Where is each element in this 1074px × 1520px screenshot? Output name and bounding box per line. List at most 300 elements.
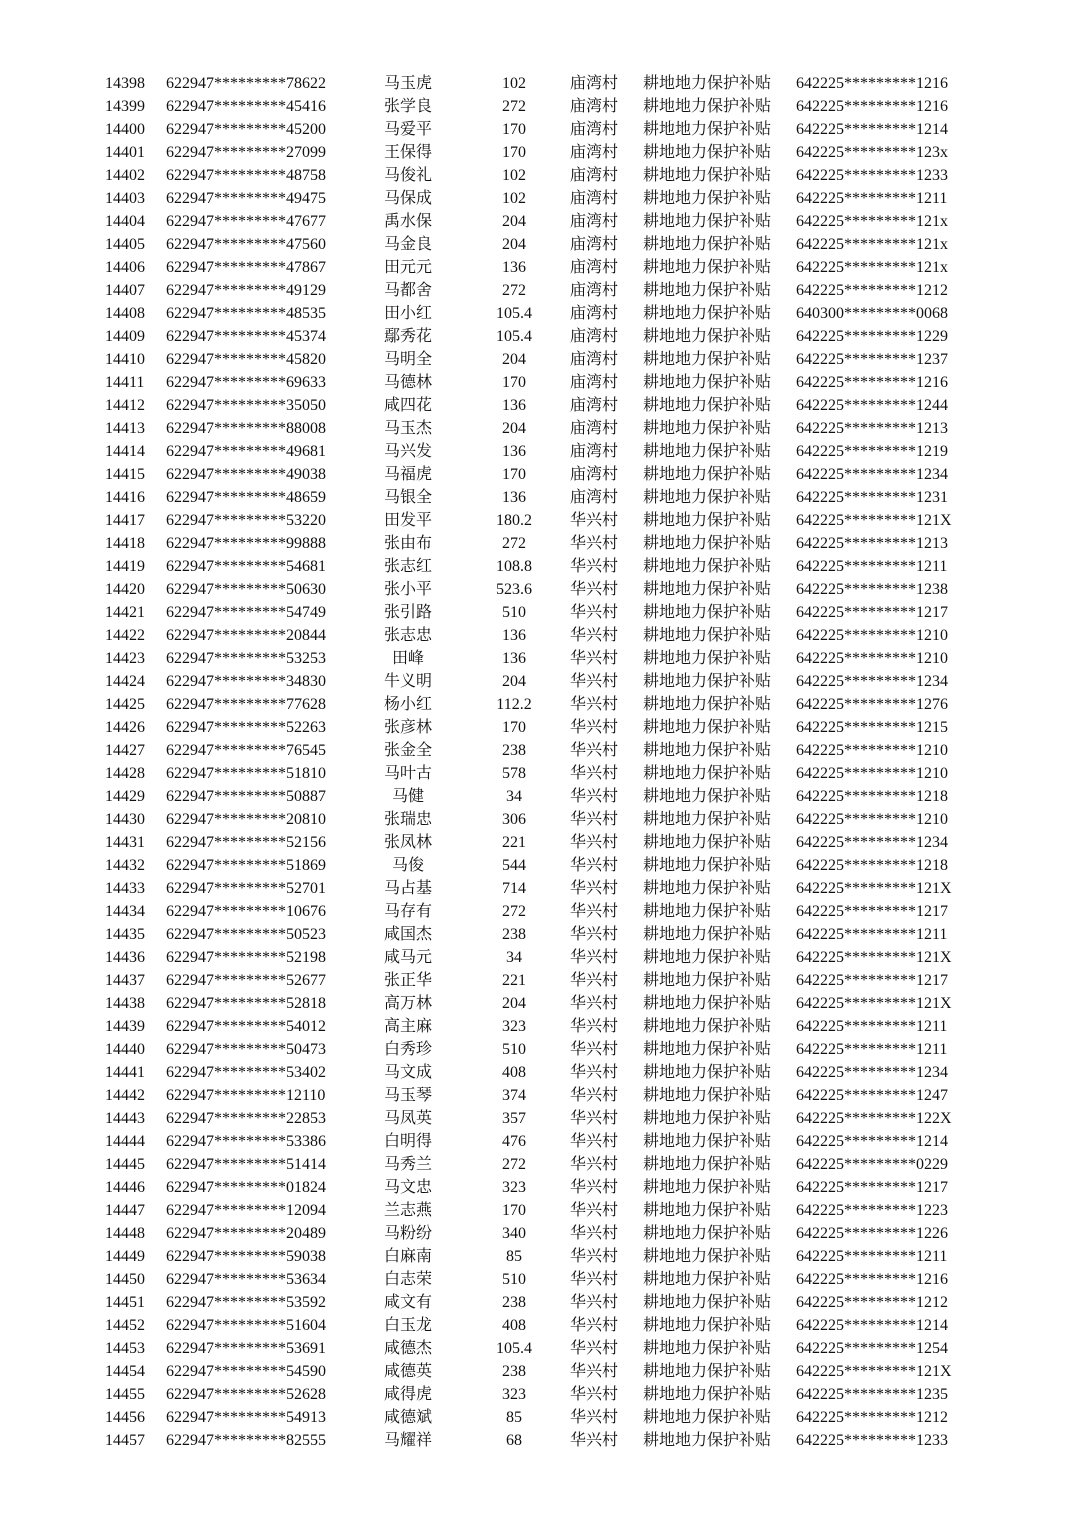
- cell-bank-account: 622947*********82555: [166, 1432, 326, 1449]
- cell-bank-account: 622947*********45820: [166, 351, 326, 368]
- cell-serial-number: 14447: [105, 1202, 145, 1219]
- table-row: [0, 72, 1074, 95]
- cell-serial-number: 14434: [105, 903, 145, 920]
- cell-subsidy-type: 耕地地力保护补贴: [643, 1110, 772, 1127]
- cell-amount: 374: [502, 1087, 526, 1104]
- cell-amount: 510: [502, 1041, 526, 1058]
- cell-amount: 476: [502, 1133, 526, 1150]
- cell-id-number: 642225*********1211: [796, 1041, 948, 1058]
- cell-name: 咸得虎: [383, 1386, 432, 1403]
- cell-village: 华兴村: [570, 880, 619, 897]
- cell-name: 白秀珍: [383, 1041, 432, 1058]
- cell-subsidy-type: 耕地地力保护补贴: [643, 857, 772, 874]
- cell-village: 华兴村: [570, 1156, 619, 1173]
- cell-amount: 238: [502, 926, 526, 943]
- cell-subsidy-type: 耕地地力保护补贴: [643, 719, 772, 736]
- table-row: [0, 1245, 1074, 1268]
- cell-village: 华兴村: [570, 1340, 619, 1357]
- cell-amount: 204: [502, 420, 526, 437]
- cell-amount: 221: [502, 972, 526, 989]
- cell-bank-account: 622947*********20489: [166, 1225, 326, 1242]
- cell-name: 马叶古: [383, 765, 432, 782]
- cell-id-number: 642225*********1214: [796, 121, 948, 138]
- cell-bank-account: 622947*********27099: [166, 144, 326, 161]
- cell-bank-account: 622947*********20844: [166, 627, 326, 644]
- cell-serial-number: 14439: [105, 1018, 145, 1035]
- cell-village: 庙湾村: [570, 75, 619, 92]
- cell-name: 马粉纷: [383, 1225, 432, 1242]
- cell-id-number: 642225*********1210: [796, 811, 948, 828]
- table-row: [0, 1038, 1074, 1061]
- cell-bank-account: 622947*********54681: [166, 558, 326, 575]
- cell-bank-account: 622947*********50630: [166, 581, 326, 598]
- cell-id-number: 642225*********121x: [796, 213, 948, 230]
- cell-subsidy-type: 耕地地力保护补贴: [643, 121, 772, 138]
- cell-village: 庙湾村: [570, 443, 619, 460]
- cell-subsidy-type: 耕地地力保护补贴: [643, 167, 772, 184]
- cell-name: 马秀兰: [383, 1156, 432, 1173]
- cell-village: 华兴村: [570, 1179, 619, 1196]
- cell-village: 华兴村: [570, 1248, 619, 1265]
- cell-name: 张志忠: [383, 627, 432, 644]
- cell-name: 白麻南: [383, 1248, 432, 1265]
- cell-amount: 272: [502, 903, 526, 920]
- cell-serial-number: 14433: [105, 880, 145, 897]
- cell-village: 华兴村: [570, 765, 619, 782]
- cell-village: 庙湾村: [570, 351, 619, 368]
- table-row: [0, 1360, 1074, 1383]
- cell-amount: 105.4: [496, 328, 532, 345]
- cell-serial-number: 14428: [105, 765, 145, 782]
- table-row: [0, 440, 1074, 463]
- cell-name: 马明全: [383, 351, 432, 368]
- cell-serial-number: 14445: [105, 1156, 145, 1173]
- cell-amount: 357: [502, 1110, 526, 1127]
- cell-bank-account: 622947*********53592: [166, 1294, 326, 1311]
- cell-amount: 112.2: [496, 696, 532, 713]
- cell-subsidy-type: 耕地地力保护补贴: [643, 788, 772, 805]
- cell-bank-account: 622947*********53220: [166, 512, 326, 529]
- cell-serial-number: 14435: [105, 926, 145, 943]
- cell-serial-number: 14420: [105, 581, 145, 598]
- cell-id-number: 642225*********1211: [796, 1248, 948, 1265]
- cell-subsidy-type: 耕地地力保护补贴: [643, 443, 772, 460]
- cell-name: 咸德斌: [383, 1409, 432, 1426]
- cell-id-number: 642225*********1216: [796, 98, 948, 115]
- cell-bank-account: 622947*********51810: [166, 765, 326, 782]
- cell-subsidy-type: 耕地地力保护补贴: [643, 420, 772, 437]
- cell-name: 张正华: [383, 972, 432, 989]
- cell-id-number: 642225*********1212: [796, 1409, 948, 1426]
- cell-amount: 323: [502, 1018, 526, 1035]
- cell-serial-number: 14423: [105, 650, 145, 667]
- table-row: [0, 693, 1074, 716]
- cell-id-number: 642225*********1217: [796, 903, 948, 920]
- cell-id-number: 642225*********1217: [796, 1179, 948, 1196]
- cell-id-number: 642225*********1211: [796, 558, 948, 575]
- cell-subsidy-type: 耕地地力保护补贴: [643, 627, 772, 644]
- cell-id-number: 642225*********1233: [796, 167, 948, 184]
- cell-amount: 136: [502, 443, 526, 460]
- cell-subsidy-type: 耕地地力保护补贴: [643, 834, 772, 851]
- cell-serial-number: 14456: [105, 1409, 145, 1426]
- cell-bank-account: 622947*********53691: [166, 1340, 326, 1357]
- cell-village: 华兴村: [570, 903, 619, 920]
- table-row: [0, 302, 1074, 325]
- cell-subsidy-type: 耕地地力保护补贴: [643, 190, 772, 207]
- table-row: [0, 1337, 1074, 1360]
- table-row: [0, 647, 1074, 670]
- table-row: [0, 95, 1074, 118]
- cell-id-number: 642225*********1235: [796, 1386, 948, 1403]
- cell-amount: 306: [502, 811, 526, 828]
- cell-bank-account: 622947*********53402: [166, 1064, 326, 1081]
- cell-bank-account: 622947*********51869: [166, 857, 326, 874]
- cell-subsidy-type: 耕地地力保护补贴: [643, 98, 772, 115]
- cell-subsidy-type: 耕地地力保护补贴: [643, 213, 772, 230]
- cell-serial-number: 14440: [105, 1041, 145, 1058]
- cell-name: 马健: [391, 788, 424, 805]
- cell-subsidy-type: 耕地地力保护补贴: [643, 282, 772, 299]
- cell-name: 马德林: [383, 374, 432, 391]
- table-row: [0, 1084, 1074, 1107]
- cell-bank-account: 622947*********76545: [166, 742, 326, 759]
- cell-village: 华兴村: [570, 972, 619, 989]
- cell-name: 马俊: [391, 857, 424, 874]
- cell-name: 马都舍: [383, 282, 432, 299]
- cell-name: 张由布: [383, 535, 432, 552]
- cell-id-number: 642225*********1211: [796, 190, 948, 207]
- cell-id-number: 642225*********1234: [796, 466, 948, 483]
- table-row: [0, 923, 1074, 946]
- cell-village: 庙湾村: [570, 144, 619, 161]
- cell-name: 白志荣: [383, 1271, 432, 1288]
- cell-serial-number: 14421: [105, 604, 145, 621]
- cell-bank-account: 622947*********54012: [166, 1018, 326, 1035]
- cell-village: 庙湾村: [570, 213, 619, 230]
- cell-serial-number: 14432: [105, 857, 145, 874]
- cell-serial-number: 14441: [105, 1064, 145, 1081]
- cell-id-number: 642225*********1210: [796, 627, 948, 644]
- cell-bank-account: 622947*********45200: [166, 121, 326, 138]
- cell-amount: 204: [502, 995, 526, 1012]
- cell-village: 华兴村: [570, 1133, 619, 1150]
- cell-village: 华兴村: [570, 1110, 619, 1127]
- table-row: [0, 233, 1074, 256]
- cell-subsidy-type: 耕地地力保护补贴: [643, 1294, 772, 1311]
- cell-subsidy-type: 耕地地力保护补贴: [643, 1386, 772, 1403]
- cell-serial-number: 14455: [105, 1386, 145, 1403]
- cell-id-number: 642225*********1223: [796, 1202, 948, 1219]
- cell-subsidy-type: 耕地地力保护补贴: [643, 1156, 772, 1173]
- table-row: [0, 463, 1074, 486]
- cell-village: 华兴村: [570, 811, 619, 828]
- cell-serial-number: 14407: [105, 282, 145, 299]
- cell-name: 张瑞忠: [383, 811, 432, 828]
- cell-amount: 68: [506, 1432, 522, 1449]
- cell-name: 马福虎: [383, 466, 432, 483]
- cell-name: 咸四花: [383, 397, 432, 414]
- cell-serial-number: 14398: [105, 75, 145, 92]
- cell-amount: 102: [502, 190, 526, 207]
- table-row: [0, 118, 1074, 141]
- cell-subsidy-type: 耕地地力保护补贴: [643, 972, 772, 989]
- cell-serial-number: 14450: [105, 1271, 145, 1288]
- cell-name: 张引路: [383, 604, 432, 621]
- cell-subsidy-type: 耕地地力保护补贴: [643, 1133, 772, 1150]
- cell-amount: 204: [502, 236, 526, 253]
- table-row: [0, 210, 1074, 233]
- cell-village: 庙湾村: [570, 397, 619, 414]
- cell-bank-account: 622947*********22853: [166, 1110, 326, 1127]
- cell-serial-number: 14430: [105, 811, 145, 828]
- cell-id-number: 642225*********1247: [796, 1087, 948, 1104]
- cell-serial-number: 14451: [105, 1294, 145, 1311]
- cell-id-number: 642225*********1210: [796, 742, 948, 759]
- cell-name: 马兴发: [383, 443, 432, 460]
- cell-subsidy-type: 耕地地力保护补贴: [643, 466, 772, 483]
- cell-name: 咸国杰: [383, 926, 432, 943]
- table-row: [0, 1222, 1074, 1245]
- cell-id-number: 642225*********121x: [796, 259, 948, 276]
- table-row: [0, 992, 1074, 1015]
- table-row: [0, 394, 1074, 417]
- cell-bank-account: 622947*********52701: [166, 880, 326, 897]
- cell-amount: 105.4: [496, 305, 532, 322]
- cell-bank-account: 622947*********53386: [166, 1133, 326, 1150]
- cell-id-number: 640300*********0068: [796, 305, 948, 322]
- cell-id-number: 642225*********0229: [796, 1156, 948, 1173]
- cell-serial-number: 14454: [105, 1363, 145, 1380]
- cell-serial-number: 14414: [105, 443, 145, 460]
- cell-name: 高万林: [383, 995, 432, 1012]
- cell-subsidy-type: 耕地地力保护补贴: [643, 512, 772, 529]
- cell-amount: 105.4: [496, 1340, 532, 1357]
- cell-subsidy-type: 耕地地力保护补贴: [643, 1018, 772, 1035]
- cell-subsidy-type: 耕地地力保护补贴: [643, 1202, 772, 1219]
- cell-subsidy-type: 耕地地力保护补贴: [643, 1041, 772, 1058]
- cell-bank-account: 622947*********47867: [166, 259, 326, 276]
- cell-bank-account: 622947*********50473: [166, 1041, 326, 1058]
- table-row: [0, 279, 1074, 302]
- cell-village: 华兴村: [570, 1432, 619, 1449]
- table-row: [0, 762, 1074, 785]
- cell-name: 高主麻: [383, 1018, 432, 1035]
- cell-serial-number: 14453: [105, 1340, 145, 1357]
- cell-village: 华兴村: [570, 1294, 619, 1311]
- table-row: [0, 624, 1074, 647]
- cell-subsidy-type: 耕地地力保护补贴: [643, 903, 772, 920]
- table-row: [0, 900, 1074, 923]
- cell-village: 华兴村: [570, 535, 619, 552]
- cell-bank-account: 622947*********52198: [166, 949, 326, 966]
- cell-id-number: 642225*********1217: [796, 604, 948, 621]
- cell-serial-number: 14427: [105, 742, 145, 759]
- cell-id-number: 642225*********121x: [796, 236, 948, 253]
- cell-name: 张小平: [383, 581, 432, 598]
- cell-amount: 34: [506, 788, 522, 805]
- cell-subsidy-type: 耕地地力保护补贴: [643, 489, 772, 506]
- table-row: [0, 716, 1074, 739]
- cell-village: 华兴村: [570, 512, 619, 529]
- cell-id-number: 642225*********1276: [796, 696, 948, 713]
- cell-bank-account: 622947*********48535: [166, 305, 326, 322]
- cell-id-number: 642225*********1213: [796, 420, 948, 437]
- cell-amount: 714: [502, 880, 526, 897]
- cell-subsidy-type: 耕地地力保护补贴: [643, 742, 772, 759]
- cell-name: 马占基: [383, 880, 432, 897]
- cell-name: 兰志燕: [383, 1202, 432, 1219]
- cell-subsidy-type: 耕地地力保护补贴: [643, 75, 772, 92]
- cell-id-number: 642225*********1237: [796, 351, 948, 368]
- cell-name: 马文忠: [383, 1179, 432, 1196]
- cell-name: 田发平: [383, 512, 432, 529]
- cell-name: 白明得: [383, 1133, 432, 1150]
- table-row: [0, 1176, 1074, 1199]
- cell-bank-account: 622947*********01824: [166, 1179, 326, 1196]
- cell-subsidy-type: 耕地地力保护补贴: [643, 1271, 772, 1288]
- cell-serial-number: 14443: [105, 1110, 145, 1127]
- cell-amount: 204: [502, 213, 526, 230]
- table-row: [0, 1061, 1074, 1084]
- cell-id-number: 642225*********1234: [796, 834, 948, 851]
- cell-village: 华兴村: [570, 1225, 619, 1242]
- cell-id-number: 642225*********1233: [796, 1432, 948, 1449]
- cell-village: 华兴村: [570, 558, 619, 575]
- cell-village: 庙湾村: [570, 489, 619, 506]
- cell-name: 杨小红: [383, 696, 432, 713]
- cell-amount: 510: [502, 604, 526, 621]
- cell-subsidy-type: 耕地地力保护补贴: [643, 328, 772, 345]
- table-row: [0, 1406, 1074, 1429]
- cell-id-number: 642225*********1217: [796, 972, 948, 989]
- cell-subsidy-type: 耕地地力保护补贴: [643, 259, 772, 276]
- cell-amount: 180.2: [496, 512, 532, 529]
- table-row: [0, 141, 1074, 164]
- cell-amount: 136: [502, 397, 526, 414]
- table-row: [0, 969, 1074, 992]
- cell-serial-number: 14404: [105, 213, 145, 230]
- cell-village: 庙湾村: [570, 236, 619, 253]
- cell-serial-number: 14415: [105, 466, 145, 483]
- cell-bank-account: 622947*********48659: [166, 489, 326, 506]
- cell-bank-account: 622947*********52677: [166, 972, 326, 989]
- cell-id-number: 642225*********1214: [796, 1133, 948, 1150]
- cell-village: 华兴村: [570, 1087, 619, 1104]
- cell-amount: 136: [502, 650, 526, 667]
- cell-id-number: 642225*********121X: [796, 995, 952, 1012]
- cell-village: 华兴村: [570, 650, 619, 667]
- cell-village: 庙湾村: [570, 259, 619, 276]
- cell-amount: 238: [502, 1363, 526, 1380]
- cell-amount: 170: [502, 121, 526, 138]
- cell-subsidy-type: 耕地地力保护补贴: [643, 397, 772, 414]
- cell-id-number: 642225*********1229: [796, 328, 948, 345]
- cell-amount: 170: [502, 144, 526, 161]
- cell-amount: 272: [502, 535, 526, 552]
- table-row: [0, 1107, 1074, 1130]
- cell-amount: 136: [502, 627, 526, 644]
- cell-bank-account: 622947*********35050: [166, 397, 326, 414]
- cell-id-number: 642225*********1218: [796, 788, 948, 805]
- cell-id-number: 642225*********1211: [796, 926, 948, 943]
- cell-subsidy-type: 耕地地力保护补贴: [643, 351, 772, 368]
- table-row: [0, 164, 1074, 187]
- cell-id-number: 642225*********1244: [796, 397, 948, 414]
- cell-village: 华兴村: [570, 696, 619, 713]
- cell-serial-number: 14436: [105, 949, 145, 966]
- cell-id-number: 642225*********1214: [796, 1317, 948, 1334]
- cell-name: 咸德杰: [383, 1340, 432, 1357]
- table-row: [0, 532, 1074, 555]
- cell-id-number: 642225*********1231: [796, 489, 948, 506]
- cell-name: 马凤英: [383, 1110, 432, 1127]
- cell-subsidy-type: 耕地地力保护补贴: [643, 535, 772, 552]
- cell-serial-number: 14410: [105, 351, 145, 368]
- cell-name: 马银全: [383, 489, 432, 506]
- cell-serial-number: 14412: [105, 397, 145, 414]
- table-row: [0, 877, 1074, 900]
- cell-bank-account: 622947*********78622: [166, 75, 326, 92]
- table-row: [0, 417, 1074, 440]
- cell-bank-account: 622947*********51604: [166, 1317, 326, 1334]
- cell-serial-number: 14401: [105, 144, 145, 161]
- cell-village: 庙湾村: [570, 374, 619, 391]
- cell-id-number: 642225*********121X: [796, 1363, 952, 1380]
- cell-bank-account: 622947*********49129: [166, 282, 326, 299]
- cell-village: 庙湾村: [570, 167, 619, 184]
- cell-name: 咸马元: [383, 949, 432, 966]
- cell-id-number: 642225*********121X: [796, 949, 952, 966]
- cell-name: 白玉龙: [383, 1317, 432, 1334]
- cell-bank-account: 622947*********54913: [166, 1409, 326, 1426]
- cell-village: 庙湾村: [570, 466, 619, 483]
- cell-subsidy-type: 耕地地力保护补贴: [643, 1087, 772, 1104]
- cell-amount: 170: [502, 466, 526, 483]
- table-row: [0, 1268, 1074, 1291]
- cell-serial-number: 14426: [105, 719, 145, 736]
- cell-id-number: 642225*********1216: [796, 75, 948, 92]
- cell-bank-account: 622947*********49681: [166, 443, 326, 460]
- cell-serial-number: 14429: [105, 788, 145, 805]
- cell-subsidy-type: 耕地地力保护补贴: [643, 995, 772, 1012]
- cell-serial-number: 14449: [105, 1248, 145, 1265]
- cell-bank-account: 622947*********12110: [166, 1087, 326, 1104]
- cell-serial-number: 14403: [105, 190, 145, 207]
- cell-amount: 272: [502, 98, 526, 115]
- cell-village: 庙湾村: [570, 305, 619, 322]
- cell-serial-number: 14446: [105, 1179, 145, 1196]
- cell-subsidy-type: 耕地地力保护补贴: [643, 811, 772, 828]
- cell-village: 华兴村: [570, 742, 619, 759]
- table-row: [0, 187, 1074, 210]
- subsidy-table: [0, 72, 1074, 1452]
- cell-subsidy-type: 耕地地力保护补贴: [643, 1064, 772, 1081]
- cell-serial-number: 14457: [105, 1432, 145, 1449]
- cell-serial-number: 14437: [105, 972, 145, 989]
- cell-id-number: 642225*********1254: [796, 1340, 948, 1357]
- cell-id-number: 642225*********122X: [796, 1110, 952, 1127]
- cell-village: 华兴村: [570, 673, 619, 690]
- cell-id-number: 642225*********1218: [796, 857, 948, 874]
- cell-id-number: 642225*********121X: [796, 512, 952, 529]
- cell-subsidy-type: 耕地地力保护补贴: [643, 1340, 772, 1357]
- cell-serial-number: 14438: [105, 995, 145, 1012]
- cell-bank-account: 622947*********52628: [166, 1386, 326, 1403]
- cell-bank-account: 622947*********54590: [166, 1363, 326, 1380]
- cell-village: 华兴村: [570, 1041, 619, 1058]
- cell-name: 马耀祥: [383, 1432, 432, 1449]
